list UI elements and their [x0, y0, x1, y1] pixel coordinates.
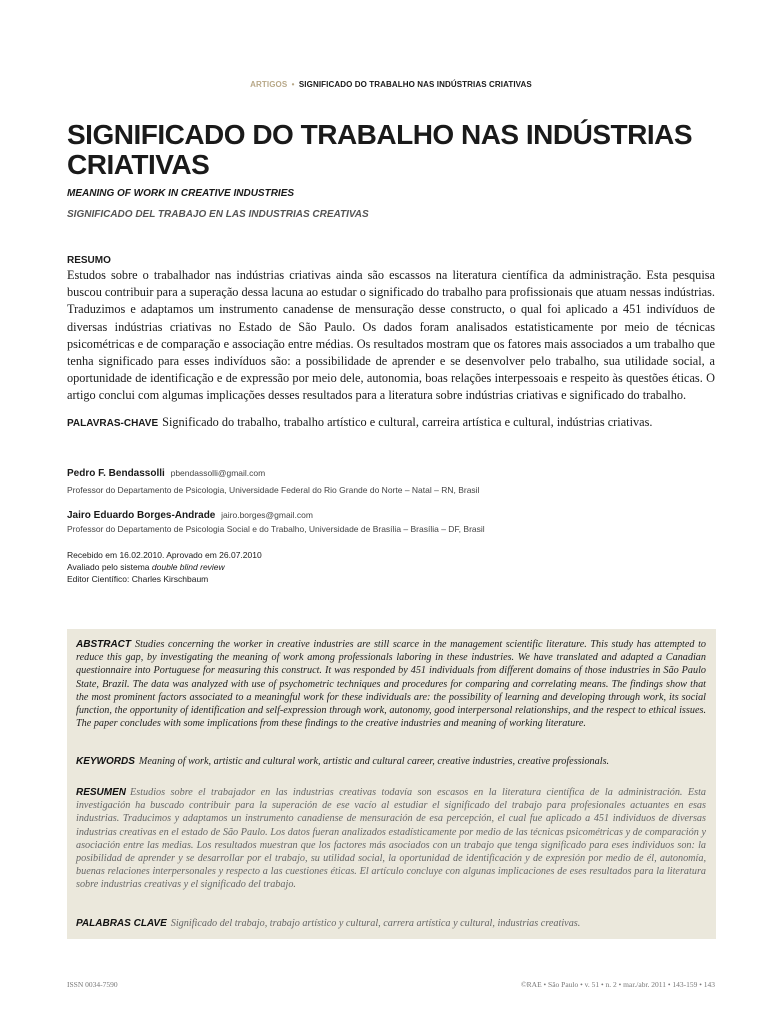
- author-2: [67, 510, 313, 521]
- review-system: [67, 561, 262, 573]
- palavras-chave-text: Significado do trabalho, trabalho artístico e cultural, carreira artística e cultural, indústrias criativas.: [162, 415, 653, 429]
- author-1: [67, 468, 265, 479]
- keywords-label: KEYWORDS: [76, 756, 135, 767]
- keywords-text: Meaning of work, artistic and cultural work, artistic and cultural career, creative industries, creative professionals.: [138, 756, 610, 767]
- subtitle-english: MEANING OF WORK IN CREATIVE INDUSTRIES: [67, 188, 295, 199]
- author-1-name: Pedro F. Bendassolli: [67, 468, 165, 479]
- abstract-box: [67, 629, 716, 939]
- author-2-email[interactable]: jairo.borges@gmail.com: [221, 510, 313, 520]
- palabras-clave-text: Significado del trabajo, trabajo artístico y cultural, carrera artística y cultural, industrias creativas.: [170, 918, 581, 929]
- palabras-clave: [76, 917, 706, 930]
- article-dates: [67, 549, 262, 585]
- author-1-email[interactable]: pbendassolli@gmail.com: [170, 468, 266, 478]
- abstract-text: Studies concerning the worker in creative industries are still scarce in the management scientific literature. This study has attempted to reduce this gap, by investigating the meaning of work among professionals laboring in these industries. We have translated and adapted a Canadian questionnaire into Portuguese for measuring this construct. It was responded by 451 individuals from different domains of those industries in São Paulo State, Brazil. The data was analyzed with use of psychometric techniques and procedures for comparing and correlating means. The findings show that the most prominent factors associated to a meaningful work for these individuals are: the possibility of learning and developing through work, its social function, the opportunity of identification and self-expression through work, autonomy, good interpersonal relationships, and the respect to ethical issues. The paper concludes with some implications from these findings to the creative industries and meaning of working literature.: [76, 639, 706, 730]
- footer-issn: ISSN 0034-7590: [67, 980, 118, 989]
- received-approved: Recebido em 16.02.2010. Aprovado em 26.07.2010: [67, 550, 262, 560]
- running-head-title: SIGNIFICADO DO TRABALHO NAS INDÚSTRIAS CRIATIVAS: [298, 80, 532, 89]
- resumen: [76, 786, 706, 892]
- author-2-affiliation: Professor do Departamento de Psicologia Social e do Trabalho, Universidade de Brasília – Brasília – DF, Brasil: [67, 524, 485, 534]
- footer-citation: ©RAE • São Paulo • v. 51 • n. 2 • mar./abr. 2011 • 143-159 • 143: [520, 980, 715, 989]
- palabras-clave-label: PALABRAS CLAVE: [76, 918, 167, 929]
- resumo-heading: RESUMO: [67, 255, 111, 266]
- keywords: [76, 755, 706, 768]
- author-1-affiliation: Professor do Departamento de Psicologia, Universidade Federal do Rio Grande do Norte – Natal – RN, Brasil: [67, 485, 480, 495]
- running-head-section: ARTIGOS: [250, 80, 288, 89]
- palavras-chave: [67, 414, 715, 432]
- abstract: [76, 638, 706, 730]
- resumen-label: RESUMEN: [76, 787, 127, 798]
- palavras-chave-label: PALAVRAS-CHAVE: [67, 418, 159, 429]
- running-head: [0, 80, 782, 89]
- article-title: SIGNIFICADO DO TRABALHO NAS INDÚSTRIAS CRIATIVAS: [67, 119, 692, 180]
- review-prefix: Avaliado pelo sistema: [67, 562, 152, 572]
- resumen-text: Estudios sobre el trabajador en las industrias creativas todavía son escasos en la literatura científica de la administración. Esta investigación ha buscado contribuir para la superación de ese vacío al estudiar el significado del trabajo para profesionales actuantes en esas industrias. Traducimos y adaptamos un instrumento canadiense de mensuración de esa percepción, el cual fue aplicado a 451 individuos de diversas industrias creativas en el estado de São Paulo. Los datos fueran analizados estadísticamente por medio de las técnicas psicométricas y de comparación y asociación entre las medias. Los resultados muestran que los factores más asociados con un trabajo que tenga significado para eses individuos son: la posibilidad de aprender y se desarrollar por el trabajo, su utilidad social, la oportunidad de identificación y de expresión por medio de él, autonomía, buenas relaciones interpersonales y respecto a las cuestiones éticas. El artículo concluye con algunas implicaciones de eses resultados para la literatura sobre industrias creativas y el significado del trabajo.: [76, 787, 706, 891]
- author-2-name: Jairo Eduardo Borges-Andrade: [67, 510, 216, 521]
- subtitle-spanish: SIGNIFICADO DEL TRABAJO EN LAS INDUSTRIAS CREATIVAS: [67, 209, 369, 220]
- scientific-editor: Editor Científico: Charles Kirschbaum: [67, 574, 209, 584]
- abstract-label: ABSTRACT: [76, 639, 131, 650]
- running-head-separator: •: [291, 80, 295, 89]
- resumo-body: Estudos sobre o trabalhador nas indústrias criativas ainda são escassos na literatura científica da administração. Esta pesquisa buscou contribuir para a superação dessa lacuna ao estudar o significado do trabalho para profissionais que atuam nessas indústrias. Traduzimos e adaptamos um instrumento canadense de mensuração desse constructo, o qual foi aplicado a 451 indivíduos de diversas indústrias criativas no Estado de São Paulo. Os dados foram analisados estatisticamente por meio de técnicas psicométricas e de comparação e associação entre médias. Os resultados mostram que os fatores mais associados a um trabalho que tenha significado para esses indivíduos são: a possibilidade de aprender e se desenvolver pelo trabalho, sua utilidade social, a oportunidade de identificação e de expressão por meio dele, autonomia, boas relações interpessoais e respeito às questões éticas. O artigo conclui com algumas implicações desses resultados para a literatura sobre indústrias criativas e significado do trabalho.: [67, 268, 715, 403]
- review-system-name: double blind review: [151, 562, 225, 572]
